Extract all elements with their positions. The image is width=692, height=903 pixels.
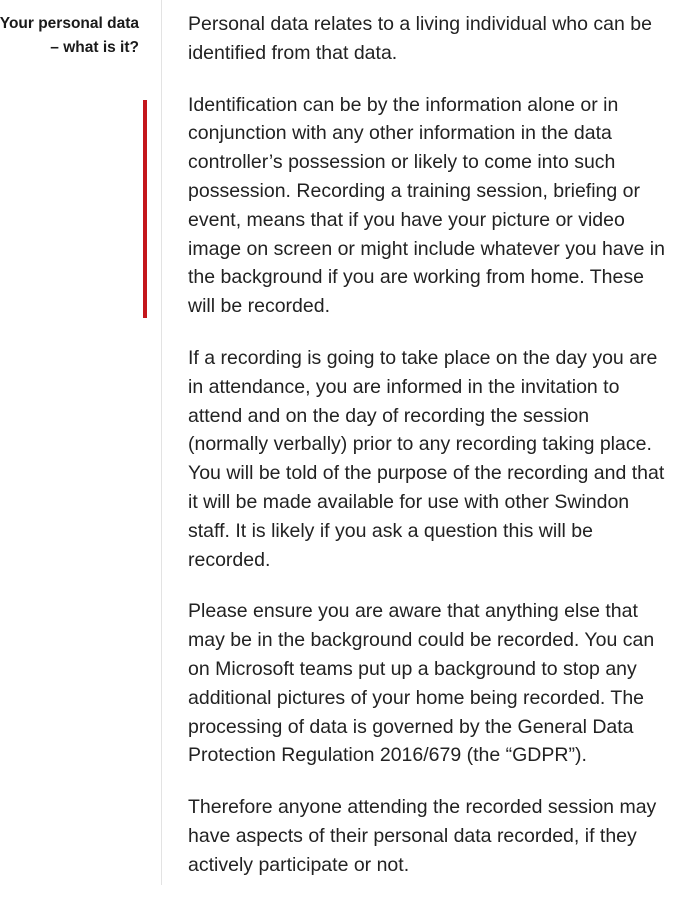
paragraph-identification: Identification can be by the information alone or in conjunction with any other information in the data controller’s possession or likely to come into such possession. Recording a training session, briefing or event, means that if you have your picture or video image on screen or might include whatever you have in the background if you are working from home. These will be recorded. xyxy=(188,93,665,318)
section-content xyxy=(188,10,668,903)
section-title: Your personal data – what is it? xyxy=(0,15,139,56)
paragraph-definition: Personal data relates to a living individual who can be identified from that data. xyxy=(188,13,652,64)
paragraph-conclusion: Therefore anyone attending the recorded session may have aspects of their personal data recorded, if they actively participate or not. xyxy=(188,796,657,876)
paragraph-recording-notice: If a recording is going to take place on the day you are in attendance, you are informed in the invitation to attend and on the day of recording the session (normally verbally) prior to any recording taking place. You will be told of the purpose of the recording and that it will be made available for use with other Swindon staff. It is likely if you ask a question this will be recorded. xyxy=(188,346,665,571)
section-sidebar xyxy=(0,0,162,885)
accent-bar xyxy=(143,100,147,318)
paragraph-background-warning: Please ensure you are aware that anything else that may be in the background could be recorded. You can on Microsoft teams put up a background to stop any additional pictures of your home being recorded. The processing of data is governed by the General Data Protection Regulation 2016/679 (the “GDPR”). xyxy=(188,600,655,767)
